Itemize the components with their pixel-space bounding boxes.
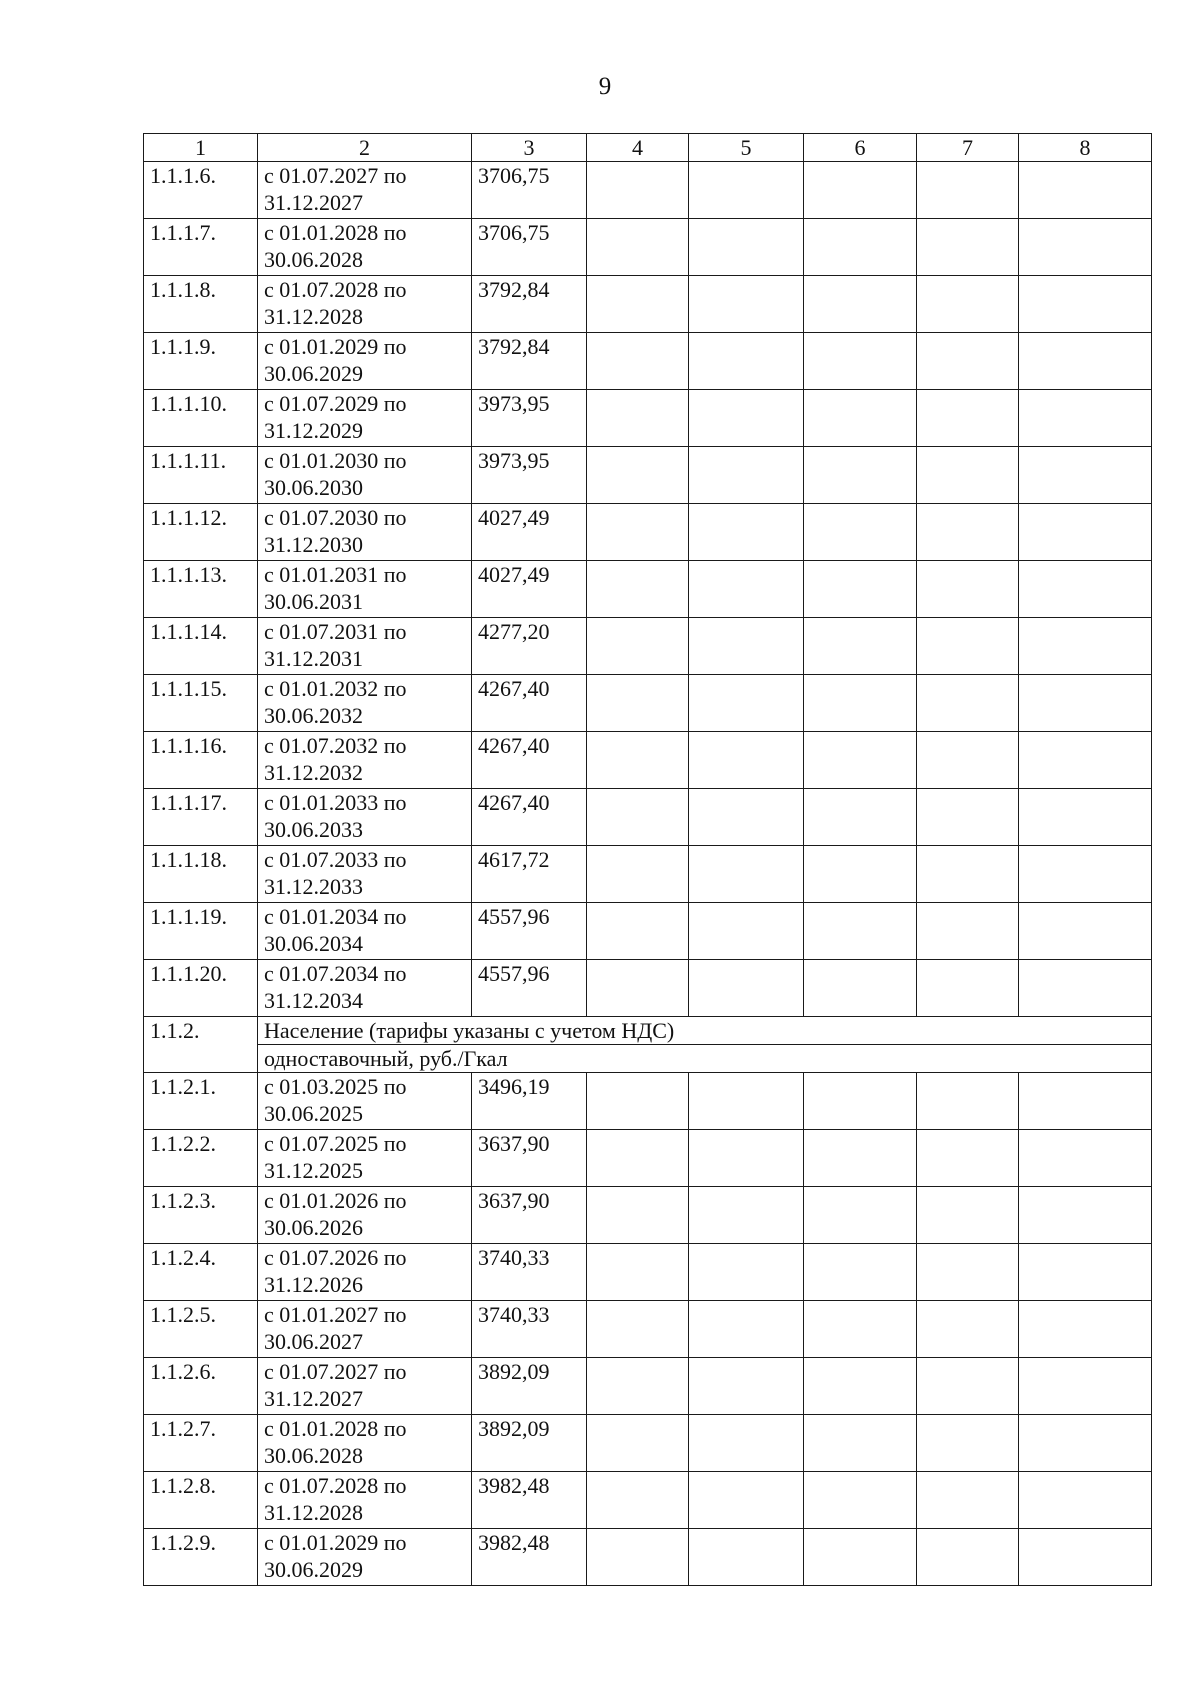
period-end: 30.06.2032 (264, 703, 363, 728)
empty-cell (804, 903, 917, 960)
period-start: с 01.01.2029 по (264, 1530, 407, 1555)
empty-cell (917, 390, 1019, 447)
empty-cell (917, 333, 1019, 390)
period-start: с 01.07.2031 по (264, 619, 407, 644)
empty-cell (917, 1130, 1019, 1187)
empty-cell (804, 1415, 917, 1472)
empty-cell (917, 675, 1019, 732)
column-number-cell: 3 (472, 134, 587, 162)
period-cell (258, 390, 472, 447)
table-row (144, 1472, 1152, 1529)
period-cell (258, 561, 472, 618)
row-number-cell: 1.1.2.6. (144, 1358, 258, 1415)
period-end: 31.12.2027 (264, 190, 363, 215)
empty-cell (689, 162, 804, 219)
period-end: 30.06.2028 (264, 247, 363, 272)
row-number-cell: 1.1.1.15. (144, 675, 258, 732)
period-cell (258, 276, 472, 333)
period-end: 31.12.2029 (264, 418, 363, 443)
tariff-value-cell: 3792,84 (472, 276, 587, 333)
empty-cell (587, 1529, 689, 1586)
empty-cell (917, 162, 1019, 219)
tariff-value-cell: 3982,48 (472, 1529, 587, 1586)
period-end: 30.06.2029 (264, 1557, 363, 1582)
page-number: 9 (598, 73, 612, 100)
period-end: 31.12.2025 (264, 1158, 363, 1183)
column-number-cell: 2 (258, 134, 472, 162)
empty-cell (1019, 1301, 1152, 1358)
period-start: с 01.07.2028 по (264, 277, 407, 302)
tariff-value-cell: 3706,75 (472, 219, 587, 276)
section-subtitle-cell: одноставочный, руб./Гкал (258, 1045, 1152, 1073)
empty-cell (804, 960, 917, 1017)
table-row (144, 219, 1152, 276)
empty-cell (1019, 333, 1152, 390)
row-number-cell: 1.1.1.14. (144, 618, 258, 675)
tariff-value-cell: 4027,49 (472, 504, 587, 561)
period-cell (258, 903, 472, 960)
empty-cell (689, 219, 804, 276)
empty-cell (917, 618, 1019, 675)
empty-cell (804, 276, 917, 333)
period-end: 31.12.2030 (264, 532, 363, 557)
empty-cell (917, 1073, 1019, 1130)
empty-cell (689, 1130, 804, 1187)
empty-cell (689, 1358, 804, 1415)
column-number-cell: 4 (587, 134, 689, 162)
row-number-cell: 1.1.1.10. (144, 390, 258, 447)
empty-cell (587, 333, 689, 390)
period-start: с 01.07.2029 по (264, 391, 407, 416)
period-end: 30.06.2034 (264, 931, 363, 956)
row-number-cell: 1.1.1.12. (144, 504, 258, 561)
period-end: 31.12.2032 (264, 760, 363, 785)
empty-cell (587, 162, 689, 219)
empty-cell (1019, 675, 1152, 732)
table-body (144, 134, 1152, 1586)
empty-cell (689, 561, 804, 618)
empty-cell (804, 1073, 917, 1130)
empty-cell (1019, 561, 1152, 618)
period-end: 31.12.2028 (264, 1500, 363, 1525)
table-row (144, 561, 1152, 618)
period-start: с 01.07.2026 по (264, 1245, 407, 1270)
table-row (144, 846, 1152, 903)
period-end: 30.06.2028 (264, 1443, 363, 1468)
row-number-cell: 1.1.1.19. (144, 903, 258, 960)
period-start: с 01.07.2025 по (264, 1131, 407, 1156)
row-number-cell: 1.1.2.8. (144, 1472, 258, 1529)
empty-cell (804, 1187, 917, 1244)
empty-cell (689, 675, 804, 732)
column-number-cell: 5 (689, 134, 804, 162)
empty-cell (587, 732, 689, 789)
period-cell (258, 162, 472, 219)
period-cell (258, 1187, 472, 1244)
table-row (144, 276, 1152, 333)
empty-cell (917, 1358, 1019, 1415)
table-row (144, 333, 1152, 390)
table-row (144, 1301, 1152, 1358)
empty-cell (689, 1301, 804, 1358)
row-number-cell: 1.1.1.17. (144, 789, 258, 846)
empty-cell (1019, 903, 1152, 960)
row-number-cell: 1.1.2.5. (144, 1301, 258, 1358)
period-cell (258, 1358, 472, 1415)
empty-cell (689, 1187, 804, 1244)
period-start: с 01.01.2028 по (264, 220, 407, 245)
tariff-value-cell: 3982,48 (472, 1472, 587, 1529)
section-header-row (144, 1017, 1152, 1045)
tariff-value-cell: 3740,33 (472, 1244, 587, 1301)
empty-cell (917, 504, 1019, 561)
period-start: с 01.01.2028 по (264, 1416, 407, 1441)
empty-cell (587, 1130, 689, 1187)
row-number-cell: 1.1.1.9. (144, 333, 258, 390)
tariff-value-cell: 4277,20 (472, 618, 587, 675)
tariff-value-cell: 3637,90 (472, 1130, 587, 1187)
empty-cell (1019, 1529, 1152, 1586)
tariff-table (143, 133, 1152, 1586)
period-end: 30.06.2025 (264, 1101, 363, 1126)
period-end: 30.06.2027 (264, 1329, 363, 1354)
empty-cell (587, 1358, 689, 1415)
period-start: с 01.03.2025 по (264, 1074, 407, 1099)
tariff-value-cell: 3637,90 (472, 1187, 587, 1244)
empty-cell (1019, 504, 1152, 561)
tariff-value-cell: 4267,40 (472, 732, 587, 789)
empty-cell (917, 447, 1019, 504)
empty-cell (1019, 219, 1152, 276)
column-number-row (144, 134, 1152, 162)
tariff-value-cell: 3892,09 (472, 1415, 587, 1472)
tariff-value-cell: 3973,95 (472, 390, 587, 447)
row-number-cell: 1.1.2.4. (144, 1244, 258, 1301)
empty-cell (804, 1529, 917, 1586)
column-number-cell: 8 (1019, 134, 1152, 162)
empty-cell (689, 846, 804, 903)
empty-cell (917, 846, 1019, 903)
table-row (144, 1358, 1152, 1415)
empty-cell (1019, 846, 1152, 903)
empty-cell (587, 219, 689, 276)
period-start: с 01.01.2027 по (264, 1302, 407, 1327)
empty-cell (1019, 1415, 1152, 1472)
period-cell (258, 333, 472, 390)
period-cell (258, 789, 472, 846)
empty-cell (689, 960, 804, 1017)
table-row (144, 390, 1152, 447)
empty-cell (1019, 1130, 1152, 1187)
empty-cell (917, 1529, 1019, 1586)
empty-cell (804, 675, 917, 732)
period-cell (258, 732, 472, 789)
empty-cell (917, 1244, 1019, 1301)
period-start: с 01.07.2028 по (264, 1473, 407, 1498)
period-cell (258, 1529, 472, 1586)
table-row (144, 1415, 1152, 1472)
tariff-value-cell: 3706,75 (472, 162, 587, 219)
table-row (144, 789, 1152, 846)
tariff-value-cell: 4027,49 (472, 561, 587, 618)
row-number-cell: 1.1.1.7. (144, 219, 258, 276)
row-number-cell: 1.1.1.11. (144, 447, 258, 504)
period-cell (258, 447, 472, 504)
empty-cell (1019, 960, 1152, 1017)
column-number-cell: 1 (144, 134, 258, 162)
period-start: с 01.01.2026 по (264, 1188, 407, 1213)
table-row (144, 1187, 1152, 1244)
empty-cell (917, 1415, 1019, 1472)
period-start: с 01.07.2032 по (264, 733, 407, 758)
empty-cell (804, 1301, 917, 1358)
period-cell (258, 504, 472, 561)
tariff-value-cell: 4267,40 (472, 789, 587, 846)
table-row (144, 1244, 1152, 1301)
empty-cell (689, 504, 804, 561)
empty-cell (587, 960, 689, 1017)
row-number-cell: 1.1.1.8. (144, 276, 258, 333)
empty-cell (917, 1301, 1019, 1358)
empty-cell (1019, 618, 1152, 675)
table-row (144, 162, 1152, 219)
empty-cell (917, 561, 1019, 618)
empty-cell (1019, 276, 1152, 333)
empty-cell (804, 732, 917, 789)
table-row (144, 903, 1152, 960)
empty-cell (804, 162, 917, 219)
period-end: 31.12.2031 (264, 646, 363, 671)
empty-cell (689, 1073, 804, 1130)
empty-cell (1019, 1073, 1152, 1130)
period-end: 31.12.2028 (264, 304, 363, 329)
empty-cell (804, 1130, 917, 1187)
period-cell (258, 1130, 472, 1187)
column-number-cell: 6 (804, 134, 917, 162)
empty-cell (689, 903, 804, 960)
empty-cell (587, 1073, 689, 1130)
period-start: с 01.01.2030 по (264, 448, 407, 473)
empty-cell (587, 675, 689, 732)
empty-cell (804, 447, 917, 504)
empty-cell (804, 846, 917, 903)
row-number-cell: 1.1.2.2. (144, 1130, 258, 1187)
period-end: 31.12.2034 (264, 988, 363, 1013)
row-number-cell: 1.1.2.7. (144, 1415, 258, 1472)
empty-cell (917, 276, 1019, 333)
section-title-cell: Население (тарифы указаны с учетом НДС) (258, 1017, 1152, 1045)
empty-cell (689, 447, 804, 504)
empty-cell (689, 333, 804, 390)
empty-cell (587, 1187, 689, 1244)
period-end: 30.06.2030 (264, 475, 363, 500)
empty-cell (804, 219, 917, 276)
empty-cell (587, 1415, 689, 1472)
empty-cell (804, 789, 917, 846)
empty-cell (917, 732, 1019, 789)
empty-cell (1019, 390, 1152, 447)
table-row (144, 1073, 1152, 1130)
period-end: 31.12.2026 (264, 1272, 363, 1297)
section-number-cell: 1.1.2. (144, 1017, 258, 1073)
row-number-cell: 1.1.2.3. (144, 1187, 258, 1244)
empty-cell (689, 618, 804, 675)
table-row (144, 447, 1152, 504)
tariff-value-cell: 4267,40 (472, 675, 587, 732)
period-cell (258, 1472, 472, 1529)
empty-cell (689, 732, 804, 789)
period-cell (258, 1415, 472, 1472)
period-cell (258, 1301, 472, 1358)
empty-cell (587, 618, 689, 675)
table-row (144, 618, 1152, 675)
empty-cell (587, 1472, 689, 1529)
empty-cell (587, 789, 689, 846)
empty-cell (587, 276, 689, 333)
empty-cell (1019, 1244, 1152, 1301)
period-end: 30.06.2033 (264, 817, 363, 842)
empty-cell (917, 789, 1019, 846)
empty-cell (804, 390, 917, 447)
period-end: 31.12.2033 (264, 874, 363, 899)
column-number-cell: 7 (917, 134, 1019, 162)
empty-cell (587, 504, 689, 561)
empty-cell (689, 1472, 804, 1529)
empty-cell (689, 390, 804, 447)
period-start: с 01.01.2031 по (264, 562, 407, 587)
period-end: 30.06.2026 (264, 1215, 363, 1240)
empty-cell (1019, 789, 1152, 846)
period-cell (258, 1244, 472, 1301)
period-end: 31.12.2027 (264, 1386, 363, 1411)
empty-cell (1019, 162, 1152, 219)
period-start: с 01.01.2032 по (264, 676, 407, 701)
tariff-value-cell: 3892,09 (472, 1358, 587, 1415)
empty-cell (804, 1244, 917, 1301)
tariff-value-cell: 3973,95 (472, 447, 587, 504)
period-end: 30.06.2031 (264, 589, 363, 614)
empty-cell (804, 1472, 917, 1529)
period-cell (258, 618, 472, 675)
row-number-cell: 1.1.2.9. (144, 1529, 258, 1586)
period-start: с 01.07.2027 по (264, 163, 407, 188)
row-number-cell: 1.1.1.18. (144, 846, 258, 903)
row-number-cell: 1.1.2.1. (144, 1073, 258, 1130)
section-subtitle-row (144, 1045, 1152, 1073)
empty-cell (587, 846, 689, 903)
empty-cell (804, 561, 917, 618)
empty-cell (1019, 732, 1152, 789)
period-start: с 01.01.2034 по (264, 904, 407, 929)
empty-cell (917, 1187, 1019, 1244)
empty-cell (587, 903, 689, 960)
empty-cell (689, 276, 804, 333)
period-start: с 01.07.2033 по (264, 847, 407, 872)
period-start: с 01.07.2027 по (264, 1359, 407, 1384)
empty-cell (1019, 447, 1152, 504)
period-start: с 01.07.2034 по (264, 961, 407, 986)
empty-cell (587, 1244, 689, 1301)
period-cell (258, 960, 472, 1017)
table-row (144, 960, 1152, 1017)
tariff-value-cell: 3740,33 (472, 1301, 587, 1358)
table-row (144, 504, 1152, 561)
empty-cell (804, 1358, 917, 1415)
empty-cell (689, 1244, 804, 1301)
tariff-value-cell: 4617,72 (472, 846, 587, 903)
row-number-cell: 1.1.1.20. (144, 960, 258, 1017)
period-start: с 01.01.2029 по (264, 334, 407, 359)
empty-cell (587, 561, 689, 618)
tariff-value-cell: 4557,96 (472, 960, 587, 1017)
empty-cell (587, 447, 689, 504)
table-row (144, 1130, 1152, 1187)
period-cell (258, 675, 472, 732)
empty-cell (917, 219, 1019, 276)
table-row (144, 675, 1152, 732)
period-cell (258, 1073, 472, 1130)
period-start: с 01.07.2030 по (264, 505, 407, 530)
empty-cell (804, 504, 917, 561)
empty-cell (1019, 1472, 1152, 1529)
empty-cell (804, 618, 917, 675)
empty-cell (1019, 1187, 1152, 1244)
period-cell (258, 219, 472, 276)
empty-cell (1019, 1358, 1152, 1415)
tariff-value-cell: 3496,19 (472, 1073, 587, 1130)
tariff-value-cell: 4557,96 (472, 903, 587, 960)
period-start: с 01.01.2033 по (264, 790, 407, 815)
empty-cell (917, 960, 1019, 1017)
empty-cell (689, 1529, 804, 1586)
table-row (144, 732, 1152, 789)
row-number-cell: 1.1.1.16. (144, 732, 258, 789)
period-cell (258, 846, 472, 903)
empty-cell (587, 1301, 689, 1358)
row-number-cell: 1.1.1.13. (144, 561, 258, 618)
empty-cell (917, 903, 1019, 960)
empty-cell (587, 390, 689, 447)
empty-cell (917, 1472, 1019, 1529)
empty-cell (804, 333, 917, 390)
period-end: 30.06.2029 (264, 361, 363, 386)
tariff-value-cell: 3792,84 (472, 333, 587, 390)
empty-cell (689, 1415, 804, 1472)
empty-cell (689, 789, 804, 846)
row-number-cell: 1.1.1.6. (144, 162, 258, 219)
table-row (144, 1529, 1152, 1586)
